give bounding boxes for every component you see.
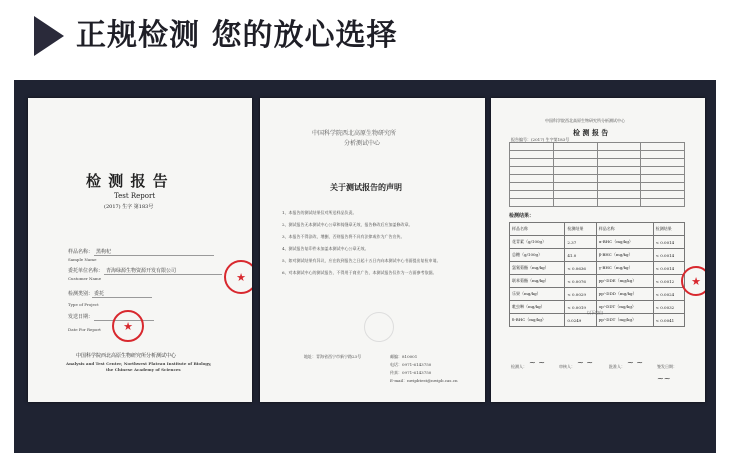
table-cell: op'-DDT（mg/kg） [596, 301, 653, 314]
report-title-cn: 检 测 报 告 [86, 172, 169, 190]
table-header: 检测结果 [565, 223, 596, 236]
send-date-label: 发送日期： [68, 314, 94, 320]
table-row [510, 288, 685, 301]
approver-signature: ~ ~ [627, 358, 643, 367]
table-header: 样品名称 [510, 223, 565, 236]
inspector-label: 检测人： [511, 364, 527, 369]
reviewer-label: 审核人： [559, 364, 575, 369]
report-number: (2017) 生字 第183号 [104, 204, 154, 210]
seam-seal-stamp: ★ [681, 266, 705, 296]
table-cell: < 0.0024 [653, 288, 684, 301]
table-row [510, 249, 685, 262]
footer-org-en-line1: Analysis and Test Center, Northwest Plateau Institute of Biology, [66, 361, 212, 366]
table-cell: β-BHC（mg/kg） [596, 249, 653, 262]
org-name-line2: 分析测试中心 [344, 140, 381, 147]
table-cell: < 0.0019 [565, 301, 596, 314]
table-cell: 氯氰菊酯（mg/kg） [510, 262, 565, 275]
table-cell: 吡虫啉（mg/kg） [510, 301, 565, 314]
table-cell: pp'-DDE（mg/kg） [596, 275, 653, 288]
page-title: 正规检测 您的放心选择 [76, 18, 398, 53]
table-cell: < 0.0032 [653, 301, 684, 314]
footer-org-cn: 中国科学院西北高原生物研究所分析测试中心 [76, 353, 177, 359]
table-cell: 2.37 [565, 236, 596, 249]
table-cell: δ-BHC（mg/kg） [510, 314, 565, 327]
table-cell: 花青素（g/100g） [510, 236, 565, 249]
declaration-item: 5、如对测试结果有异议，应在收到报告之日起十五日内向本测试中心书面提出复检申请。 [282, 258, 441, 263]
report-cover-page[interactable] [28, 98, 252, 402]
footer-org-en-line2: the Chinese Academy of Sciences [106, 367, 181, 372]
table-cell: pp'-DDT（mg/kg） [596, 314, 653, 327]
footer-phone: 电话：0971-6143750 [390, 362, 432, 367]
table-cell: < 0.0076 [565, 275, 596, 288]
test-type-label: 检测类别： [68, 291, 94, 297]
footer-address: 地址：青海省西宁市新宁路23号 [304, 354, 362, 359]
table-cell: < 0.0012 [653, 275, 684, 288]
table-cell: 0.0249 [565, 314, 596, 327]
report-declaration-page[interactable] [260, 98, 485, 402]
official-seal-stamp: ★ [112, 310, 144, 342]
table-cell: 41.0 [565, 249, 596, 262]
approver-label: 批准人： [609, 364, 625, 369]
table-cell: < 0.0014 [653, 236, 684, 249]
footer-email: E-mail：nwipbtest@nwipb.cas.cn [390, 378, 458, 383]
table-cell: pp'-DDD（mg/kg） [596, 288, 653, 301]
sample-name-en: Sample Name [68, 257, 97, 262]
triangle-arrow-icon [34, 16, 64, 56]
table-cell: < 0.0029 [565, 288, 596, 301]
seam-seal-stamp: ★ [224, 260, 252, 294]
results-title: 检测结果： [509, 213, 535, 219]
faint-seal-stamp [364, 312, 394, 342]
results-heading: 检 测 报 告 [573, 128, 609, 137]
test-type-en: Type of Project [68, 302, 99, 307]
reviewer-signature: ~ ~ [577, 358, 593, 367]
table-row [510, 275, 685, 288]
report-title-en: Test Report [114, 192, 156, 200]
test-results-page[interactable] [491, 98, 705, 402]
customer-en: Customer Name [68, 276, 102, 281]
table-cell: < 0.0041 [653, 314, 684, 327]
end-of-table-note: 以下空白 [587, 310, 603, 315]
declaration-item: 2、测试报告无本测试中心公章和骑缝章无效，报告修改后应加盖修改章。 [282, 222, 413, 227]
table-header: 样品名称 [596, 223, 653, 236]
footer-postcode: 邮编：810001 [390, 354, 418, 359]
table-cell: 联苯菊酯（mg/kg） [510, 275, 565, 288]
declaration-item: 1、本报告的测试结果仅对所送样品负责。 [282, 210, 357, 215]
send-date-en: Date For Report [68, 327, 101, 332]
table-header-row [510, 223, 685, 236]
table-row [510, 236, 685, 249]
customer-label: 委托单位名称： [68, 268, 104, 274]
declaration-item: 6、对本测试中心的测试报告，不得用于商业广告，本测试报告仅作为一方面参考依据。 [282, 270, 437, 275]
header [0, 0, 730, 78]
table-cell: 总糖（g/100g） [510, 249, 565, 262]
test-type-value: 委托 [94, 291, 105, 297]
table-header: 检测结果 [653, 223, 684, 236]
declaration-heading: 关于测试报告的声明 [330, 182, 402, 192]
declaration-item: 3、本报告不得涂改、增删，否则报告将不具有法律或作为广告宣传。 [282, 234, 405, 239]
table-cell: < 0.0014 [653, 249, 684, 262]
declaration-item: 4、测试报告复印件未加盖本测试中心公章无效。 [282, 246, 369, 251]
table-cell: < 0.0636 [565, 262, 596, 275]
sample-info-table [509, 142, 685, 207]
issue-date-label: 签发日期： [657, 364, 677, 369]
results-report-number: 报告编号：(2017) 生字第183号 [511, 137, 570, 142]
table-cell: 乐果（mg/kg） [510, 288, 565, 301]
table-row [510, 262, 685, 275]
table-cell: γ-BHC（mg/kg） [596, 262, 653, 275]
sample-name-label: 样品名称： [68, 249, 94, 255]
org-name-line1: 中国科学院西北高原生物研究所 [312, 130, 397, 137]
inspector-signature: ~ ~ [529, 358, 545, 367]
table-cell: α-BHC（mg/kg） [596, 236, 653, 249]
footer-fax: 传真：0971-6143750 [390, 370, 432, 375]
issue-date-handwriting: ~~ [657, 374, 671, 383]
table-cell: < 0.0014 [653, 262, 684, 275]
org-name: 中国科学院西北高原生物研究所分析测试中心 [545, 118, 625, 123]
customer-value: 青海绿源生物资源开发有限公司 [106, 268, 177, 274]
sample-name-value: 黑枸杞 [96, 249, 112, 255]
